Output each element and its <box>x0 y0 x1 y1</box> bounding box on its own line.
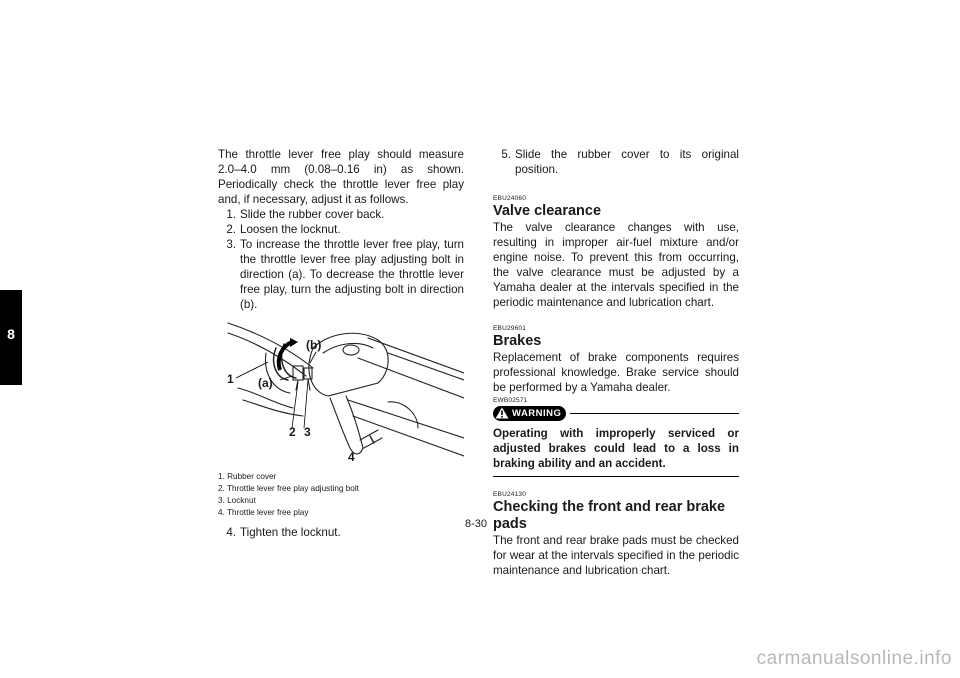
right-column <box>493 147 739 578</box>
warning-header <box>493 405 739 421</box>
step-1 <box>218 207 464 222</box>
legend-item: 4. Throttle lever free play <box>218 508 309 517</box>
section-code: EBU24130 <box>493 491 527 498</box>
step-2 <box>218 222 464 237</box>
steps-list-right <box>493 147 739 177</box>
figure-legend <box>218 471 464 519</box>
step-text: To increase the throttle lever free play, turn the throttle lever free play adjusting bolt in direction (a). To decrease the throttle lever free play, turn the adjusting bolt in direction (b). <box>240 238 464 311</box>
page-number: 8-30 <box>465 518 488 530</box>
callout-a: (a) <box>258 376 273 390</box>
step-5 <box>493 147 739 177</box>
callout-b: (b) <box>306 338 322 352</box>
section-heading: Checking the front and rear brake pads <box>493 499 726 532</box>
step-4 <box>218 525 464 540</box>
step-number: 2. <box>226 223 236 236</box>
section-code: EBU29601 <box>493 325 527 332</box>
step-number: 4. <box>226 526 236 539</box>
warning-rule <box>570 413 739 414</box>
section-valve-clearance <box>493 195 739 310</box>
warning-triangle-icon <box>495 407 509 419</box>
left-column <box>218 147 464 540</box>
chapter-tab-number: 8 <box>7 326 15 342</box>
section-body: The front and rear brake pads must be checked for wear at the intervals specified in the periodic maintenance and lubrication chart. <box>493 534 739 577</box>
section-body: Replacement of brake components requires professional knowledge. Brake service should be performed by a Yamaha dealer. <box>493 351 739 394</box>
section-body: The valve clearance changes with use, resulting in improper air-fuel mixture and/or engine noise. To prevent this from occurring, the valve clearance must be adjusted by a Yamaha dealer at the intervals specified in the periodic maintenance and lubrication chart. <box>493 221 739 309</box>
section-heading: Brakes <box>493 333 542 349</box>
intro-paragraph: The throttle lever free play should measure 2.0–4.0 mm (0.08–0.16 in) as shown. Periodically check the throttle lever free play and, if necessary, adjust it as follows. <box>218 148 464 206</box>
legend-item: 2. Throttle lever free play adjusting bolt <box>218 484 359 493</box>
throttle-lever-drawing <box>218 318 464 468</box>
chapter-tab <box>0 290 22 385</box>
callout-4: 4 <box>348 450 355 464</box>
step-text: Loosen the locknut. <box>240 223 341 236</box>
section-brake-pads <box>493 491 739 578</box>
warning-box <box>493 397 739 477</box>
steps-list-continued <box>218 525 464 540</box>
callout-2: 2 <box>289 425 296 439</box>
step-number: 5. <box>501 148 511 161</box>
legend-item: 1. Rubber cover <box>218 472 277 481</box>
steps-list <box>218 207 464 312</box>
callout-3: 3 <box>304 425 311 439</box>
step-number: 3. <box>226 238 236 251</box>
step-text: Slide the rubber cover back. <box>240 208 385 221</box>
callout-1: 1 <box>227 372 234 386</box>
warning-label: WARNING <box>512 407 562 419</box>
warning-bottom-rule <box>493 476 739 477</box>
step-text: Slide the rubber cover to its original position. <box>515 148 739 176</box>
watermark: carmanualsonline.info <box>756 648 952 669</box>
legend-item: 3. Locknut <box>218 496 256 505</box>
step-text: Tighten the locknut. <box>240 526 341 539</box>
section-brakes <box>493 325 739 395</box>
throttle-lever-illustration <box>218 318 464 468</box>
step-number: 1. <box>226 208 236 221</box>
section-heading: Valve clearance <box>493 203 602 219</box>
warning-badge <box>493 406 566 421</box>
step-3 <box>218 237 464 312</box>
warning-text: Operating with improperly serviced or adjusted brakes could lead to a loss in braking ability and an accident. <box>493 427 739 470</box>
warning-code: EWB02571 <box>493 397 528 404</box>
section-code: EBU24060 <box>493 195 527 202</box>
